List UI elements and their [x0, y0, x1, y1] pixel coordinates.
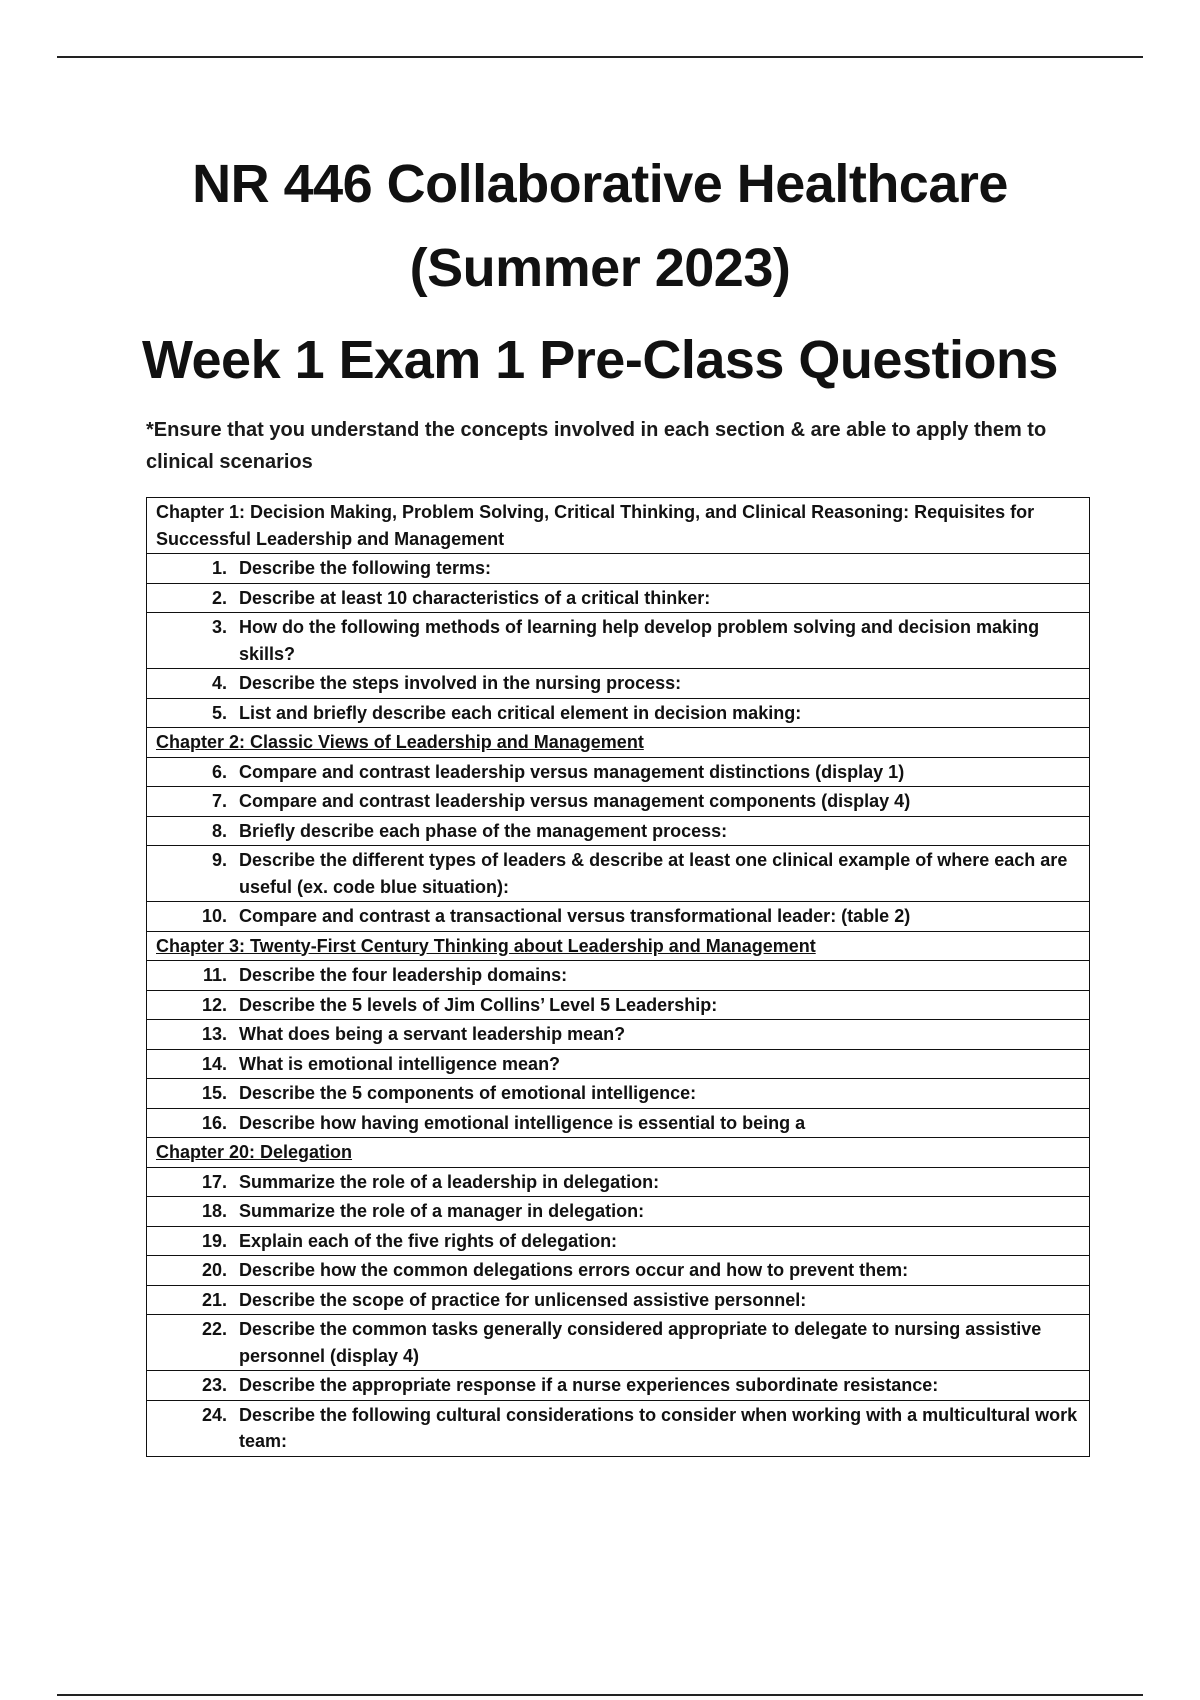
question-row [147, 1078, 1089, 1108]
question-number: 3. [211, 617, 227, 637]
question-text: Describe the appropriate response if a nurse experiences subordinate resistance: [239, 1375, 939, 1395]
question-number: 5. [211, 702, 227, 723]
question-text: Compare and contrast leadership versus management components (display 4) [239, 791, 911, 811]
question-text: Describe how the common delegations errors occur and how to prevent them: [239, 1260, 909, 1280]
question-number: 22. [201, 1319, 227, 1339]
question-row [147, 583, 1089, 613]
top-rule [57, 56, 1143, 58]
question-number: 10. [201, 906, 227, 926]
question-text: Summarize the role of a manager in delegation: [239, 1201, 645, 1221]
question-number: 16. [201, 1112, 227, 1133]
question-text: List and briefly describe each critical element in decision making: [239, 702, 802, 723]
question-number: 6. [211, 761, 227, 782]
chapter-heading-text: Chapter 2: Classic Views of Leadership and Management [156, 732, 644, 752]
question-text: Describe the four leadership domains: [239, 965, 568, 985]
question-row [147, 816, 1089, 846]
question-row [147, 553, 1089, 583]
question-text: Describe the following terms: [239, 558, 492, 578]
question-text: Compare and contrast a transactional versus transformational leader: (table 2) [239, 906, 911, 926]
question-text: Describe the following cultural considerations to consider when working with a multicultural work team: [239, 1404, 1078, 1451]
question-number: 9. [211, 850, 227, 870]
question-number: 1. [211, 558, 227, 578]
question-text: Describe the scope of practice for unlicensed assistive personnel: [239, 1289, 807, 1310]
question-text: Describe at least 10 characteristics of a critical thinker: [239, 587, 711, 608]
question-row [147, 845, 1089, 901]
question-text: Describe the steps involved in the nursing process: [239, 673, 682, 693]
page-title-term: (Summer 2023) [409, 238, 791, 298]
question-row [147, 1049, 1089, 1079]
question-row [147, 757, 1089, 787]
question-row [147, 1314, 1089, 1370]
chapter-heading-text: Chapter 3: Twenty-First Century Thinking about Leadership and Management [156, 935, 816, 956]
question-number: 21. [201, 1289, 227, 1310]
question-text: What does being a servant leadership mean? [239, 1024, 626, 1044]
question-row [147, 612, 1089, 668]
question-row [147, 1167, 1089, 1197]
question-number: 24. [201, 1404, 227, 1425]
chapter-heading-text: Chapter 20: Delegation [156, 1142, 353, 1162]
question-number: 13. [201, 1024, 227, 1044]
question-number: 19. [201, 1230, 227, 1251]
question-text: Describe how having emotional intelligence is essential to being a [239, 1112, 806, 1133]
question-row [147, 1196, 1089, 1226]
question-row [147, 960, 1089, 990]
question-text: Compare and contrast leadership versus management distinctions (display 1) [239, 761, 905, 782]
question-number: 12. [201, 994, 227, 1015]
question-row [147, 1108, 1089, 1138]
question-row [147, 1019, 1089, 1049]
question-text: Describe the 5 levels of Jim Collins’ Level 5 Leadership: [239, 994, 718, 1015]
question-text: Summarize the role of a leadership in delegation: [239, 1171, 660, 1192]
question-row [147, 668, 1089, 698]
question-row [147, 1400, 1089, 1456]
question-row [147, 1370, 1089, 1400]
question-number: 7. [211, 791, 227, 811]
question-text: What is emotional intelligence mean? [239, 1053, 561, 1074]
question-number: 17. [201, 1171, 227, 1192]
question-row [147, 901, 1089, 931]
question-number: 11. [202, 965, 227, 985]
question-number: 20. [201, 1260, 227, 1280]
chapter-heading [147, 498, 1089, 553]
questions-table [146, 497, 1090, 1457]
chapter-heading-text: Chapter 1: Decision Making, Problem Solving, Critical Thinking, and Clinical Reasoning: Requisites for Successful Leadership and Management [156, 502, 1035, 549]
question-row [147, 1255, 1089, 1285]
question-text: Explain each of the five rights of delegation: [239, 1230, 618, 1251]
question-text: Describe the 5 components of emotional intelligence: [239, 1083, 697, 1103]
question-row [147, 1226, 1089, 1256]
question-number: 18. [201, 1201, 227, 1221]
question-number: 8. [211, 820, 227, 841]
question-number: 14. [201, 1053, 227, 1074]
question-row [147, 1285, 1089, 1315]
question-row [147, 786, 1089, 816]
question-text: Describe the common tasks generally considered appropriate to delegate to nursing assistive personnel (display 4) [239, 1319, 1042, 1366]
question-text: Briefly describe each phase of the management process: [239, 820, 728, 841]
question-number: 4. [211, 673, 227, 693]
question-number: 2. [211, 587, 227, 608]
page-title-course: NR 446 Collaborative Healthcare [192, 154, 1008, 214]
chapter-heading [147, 727, 1089, 757]
page-title-exam: Week 1 Exam 1 Pre-Class Questions [142, 330, 1058, 390]
chapter-heading [147, 931, 1089, 961]
instruction-note: *Ensure that you understand the concepts involved in each section & are able to apply them to clinical scenarios [146, 419, 1047, 473]
question-number: 15. [201, 1083, 227, 1103]
question-row [147, 990, 1089, 1020]
chapter-heading [147, 1137, 1089, 1167]
question-number: 23. [201, 1375, 227, 1395]
question-text: Describe the different types of leaders & describe at least one clinical example of where each are useful (ex. code blue situation): [239, 850, 1068, 897]
question-row [147, 698, 1089, 728]
question-text: How do the following methods of learning help develop problem solving and decision making skills? [239, 617, 1040, 664]
bottom-rule [57, 1694, 1143, 1696]
